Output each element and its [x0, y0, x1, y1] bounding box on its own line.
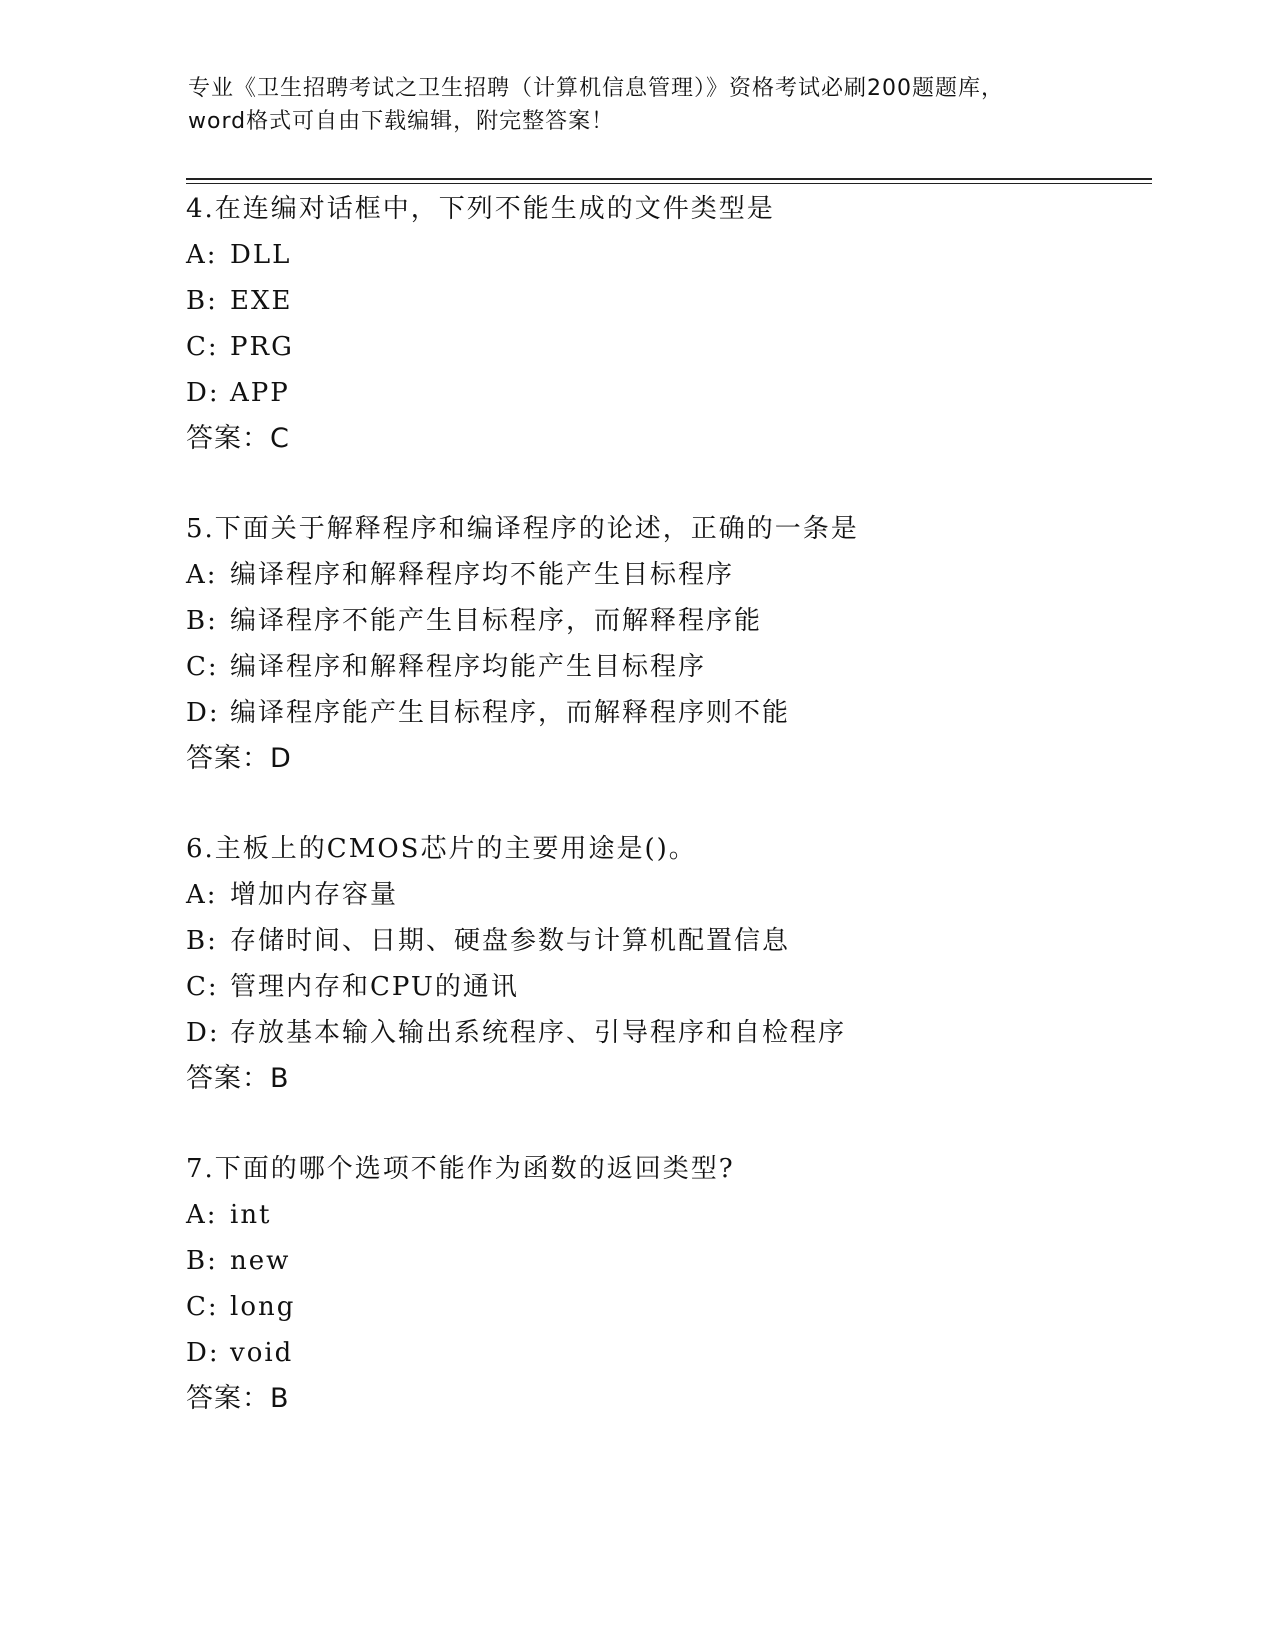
question-7: [186, 1146, 1146, 1422]
option-label: B:: [186, 926, 218, 956]
question-title: 4.在连编对话框中，下列不能生成的文件类型是: [186, 194, 775, 224]
option-label: C:: [186, 332, 219, 362]
option-text: DLL: [230, 240, 292, 270]
option-text: 增加内存容量: [230, 880, 399, 910]
option-b: [186, 278, 1146, 324]
option-label: A:: [186, 1200, 218, 1230]
option-a: [186, 552, 1146, 598]
option-c: [186, 324, 1146, 370]
option-label: A:: [186, 240, 218, 270]
option-text: 管理内存和CPU的通讯: [230, 972, 519, 1002]
question-5: [186, 506, 1146, 782]
option-label: A:: [186, 560, 218, 590]
option-text: EXE: [230, 286, 293, 316]
option-label: D:: [186, 1338, 220, 1368]
option-label: C:: [186, 1292, 219, 1322]
header-divider-thin: [186, 183, 1152, 184]
option-text: 编译程序和解释程序均能产生目标程序: [230, 652, 707, 682]
option-text: 编译程序和解释程序均不能产生目标程序: [230, 560, 735, 590]
option-d: [186, 1330, 1146, 1376]
option-label: D:: [186, 1018, 220, 1048]
question-title: 7.下面的哪个选项不能作为函数的返回类型?: [186, 1154, 735, 1184]
question-title: 6.主板上的CMOS芯片的主要用途是()。: [186, 834, 697, 864]
option-c: [186, 644, 1146, 690]
answer: 答案：D: [186, 743, 292, 774]
option-b: [186, 1238, 1146, 1284]
option-label: D:: [186, 378, 220, 408]
option-label: B:: [186, 286, 218, 316]
option-c: [186, 1284, 1146, 1330]
option-text: int: [230, 1200, 272, 1230]
option-text: long: [230, 1292, 296, 1322]
answer: 答案：B: [186, 1383, 290, 1414]
option-text: APP: [230, 378, 290, 408]
question-6: [186, 826, 1146, 1102]
option-text: void: [230, 1338, 294, 1368]
option-text: PRG: [230, 332, 294, 362]
option-d: [186, 1010, 1146, 1056]
option-label: C:: [186, 652, 219, 682]
answer: 答案：B: [186, 1063, 290, 1094]
header-line-2: word格式可自由下载编辑，附完整答案！: [188, 109, 615, 134]
option-c: [186, 964, 1146, 1010]
option-a: [186, 232, 1146, 278]
option-a: [186, 1192, 1146, 1238]
option-label: B:: [186, 606, 218, 636]
option-d: [186, 370, 1146, 416]
option-d: [186, 690, 1146, 736]
question-4: [186, 186, 1146, 462]
option-label: B:: [186, 1246, 218, 1276]
answer: 答案：C: [186, 423, 290, 454]
header-line-1: 专业《卫生招聘考试之卫生招聘（计算机信息管理）》资格考试必刷200题题库，: [188, 76, 1004, 101]
option-b: [186, 598, 1146, 644]
option-b: [186, 918, 1146, 964]
header-divider-thick: [186, 178, 1152, 180]
option-text: 编译程序不能产生目标程序，而解释程序能: [230, 606, 763, 636]
option-text: 存放基本输入输出系统程序、引导程序和自检程序: [230, 1018, 847, 1048]
option-text: new: [230, 1246, 291, 1276]
option-label: D:: [186, 698, 220, 728]
option-label: A:: [186, 880, 218, 910]
question-title: 5.下面关于解释程序和编译程序的论述，正确的一条是: [186, 514, 859, 544]
option-label: C:: [186, 972, 219, 1002]
document-header: [188, 72, 1088, 138]
option-a: [186, 872, 1146, 918]
option-text: 存储时间、日期、硬盘参数与计算机配置信息: [230, 926, 791, 956]
option-text: 编译程序能产生目标程序，而解释程序则不能: [230, 698, 791, 728]
